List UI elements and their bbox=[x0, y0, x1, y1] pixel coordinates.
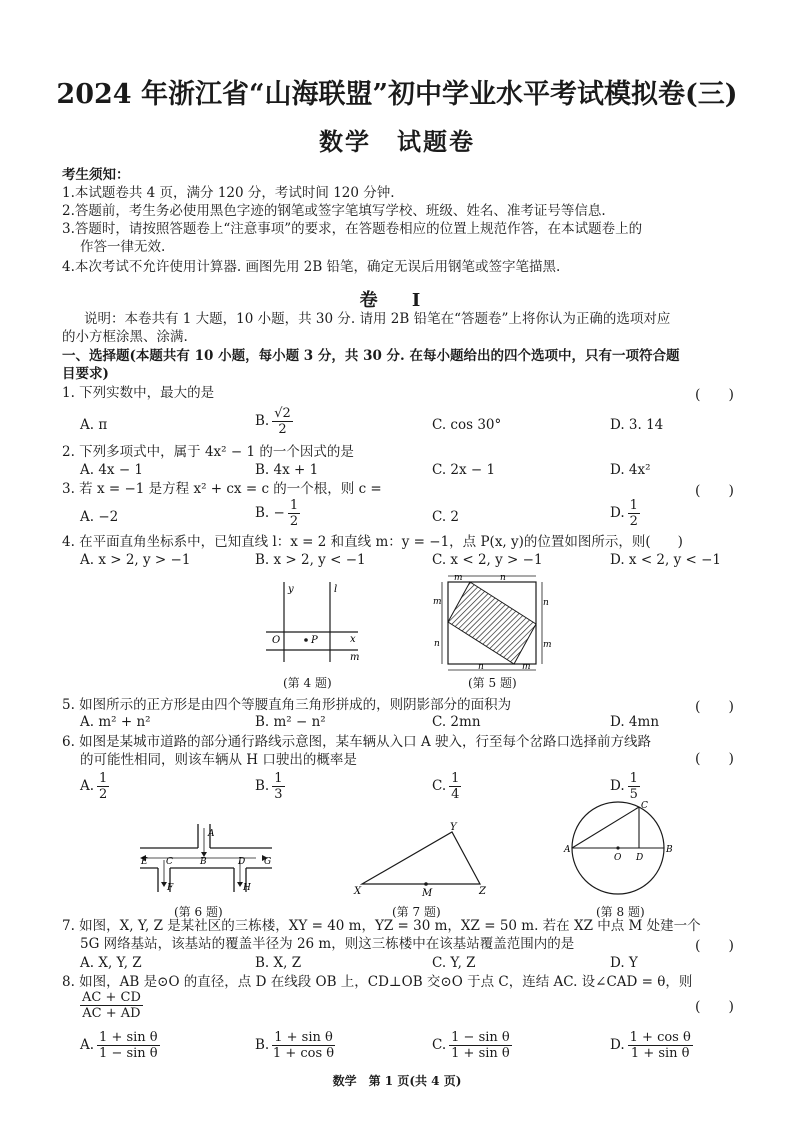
point-m bbox=[424, 882, 428, 886]
figure-4-caption: (第 4 题) bbox=[283, 676, 332, 690]
figure-7 bbox=[352, 820, 497, 900]
label-b: B bbox=[666, 845, 673, 855]
q7-option-b: B. X, Z bbox=[255, 955, 302, 971]
figure-4 bbox=[258, 578, 368, 668]
exam-subtitle: 数学 试题卷 bbox=[319, 127, 475, 156]
q7-stem: 5G 网络基站，该基站的覆盖半径为 26 m，则这三栋楼中在该基站覆盖范围内的是 bbox=[80, 936, 575, 952]
q3-stem: 3. 若 x = −1 是方程 x² + cx = c 的一个根，则 c = bbox=[62, 481, 382, 497]
label-h: H bbox=[243, 883, 251, 893]
q2-option-c: C. 2x − 1 bbox=[432, 462, 496, 478]
q2-option-a: A. 4x − 1 bbox=[80, 462, 144, 478]
q5-option-c: C. 2mn bbox=[432, 714, 481, 730]
q6-option-a: A. $\frac{1}{2}$ bbox=[80, 771, 108, 802]
label-f: F bbox=[167, 883, 174, 893]
label-m: m bbox=[543, 640, 552, 650]
section-heading: 卷 Ⅰ bbox=[359, 290, 435, 311]
figure-5-caption: (第 5 题) bbox=[468, 676, 517, 690]
label-d: D bbox=[238, 857, 246, 867]
label-z: Z bbox=[479, 886, 486, 897]
part-heading: 目要求) bbox=[62, 366, 109, 382]
q6-stem: 的可能性相同，则该车辆从 H 口驶出的概率是 bbox=[80, 752, 357, 768]
label-b: B bbox=[200, 857, 207, 867]
notice-item: 4.本次考试不允许使用计算器. 画图先用 2B 铅笔，确定无误后用钢笔或签字笔描黑. bbox=[62, 259, 561, 275]
label-a: A bbox=[208, 829, 215, 839]
q6-stem: 6. 如图是某城市道路的部分通行路线示意图，某车辆从入口 A 驶入，行至每个岔路口选择前方线路 bbox=[62, 734, 652, 750]
q2-stem: 2. 下列多项式中，属于 4x² − 1 的一个因式的是 bbox=[62, 444, 354, 460]
label-d: D bbox=[636, 853, 644, 863]
notice-item: 1.本试题卷共 4 页，满分 120 分，考试时间 120 分钟. bbox=[62, 185, 395, 201]
point-p bbox=[304, 638, 308, 642]
figure-8-caption: (第 8 题) bbox=[596, 905, 645, 919]
q3-option-c: C. 2 bbox=[432, 509, 460, 525]
answer-bracket: ( ) bbox=[695, 699, 734, 715]
label-c: C bbox=[166, 857, 173, 867]
label-m: M bbox=[422, 888, 433, 899]
q4-option-a: A. x > 2, y > −1 bbox=[80, 552, 191, 568]
q3-option-a: A. −2 bbox=[80, 509, 119, 525]
q8-option-a: A. $\frac{\text{1 + sin θ}}{\text{1 − sin θ}}$ bbox=[80, 1030, 158, 1061]
figure-5 bbox=[430, 572, 550, 672]
label-l: l bbox=[334, 584, 338, 595]
q4-option-d: D. x < 2, y < −1 bbox=[610, 552, 722, 568]
label-n: n bbox=[478, 662, 484, 672]
label-m: m bbox=[433, 597, 442, 607]
q1-option-a: A. π bbox=[80, 417, 108, 433]
q1-option-b: B. $\frac{√2}{2}$ bbox=[255, 406, 291, 437]
q6-option-c: C. $\frac{1}{4}$ bbox=[432, 771, 460, 802]
q1-stem: 1. 下列实数中，最大的是 bbox=[62, 385, 215, 401]
q8-option-b: B. $\frac{\text{1 + sin θ}}{\text{1 + cos θ}}$ bbox=[255, 1030, 335, 1061]
q5-option-d: D. 4mn bbox=[610, 714, 660, 730]
answer-bracket: ( ) bbox=[695, 938, 734, 954]
note-line: 的小方框涂黑、涂满. bbox=[62, 329, 188, 345]
page-footer: 数学 第 1 页(共 4 页) bbox=[332, 1074, 462, 1088]
label-m: m bbox=[350, 652, 360, 663]
answer-bracket: ( ) bbox=[695, 483, 734, 499]
label-x: X bbox=[354, 886, 362, 897]
label-n: n bbox=[543, 598, 549, 608]
q5-stem: 5. 如图所示的正方形是由四个等腰直角三角形拼成的，则阴影部分的面积为 bbox=[62, 697, 512, 713]
q5-option-a: A. m² + n² bbox=[80, 714, 151, 730]
label-n: n bbox=[434, 639, 440, 649]
q8-stem: 8. 如图，AB 是⊙O 的直径，点 D 在线段 OB 上，CD⊥OB 交⊙O 于点 C，连结 AC. 设∠CAD = θ，则 bbox=[62, 974, 693, 990]
q4-option-b: B. x > 2, y < −1 bbox=[255, 552, 366, 568]
q5-option-b: B. m² − n² bbox=[255, 714, 326, 730]
q4-stem: 4. 在平面直角坐标系中，已知直线 l：x = 2 和直线 m：y = −1，点 P(x, y)的位置如图所示，则( ) bbox=[62, 534, 683, 550]
figure-7-caption: (第 7 题) bbox=[392, 905, 441, 919]
q8-option-c: C. $\frac{\text{1 − sin θ}}{\text{1 + sin θ}}$ bbox=[432, 1030, 510, 1061]
q6-option-d: D. $\frac{1}{5}$ bbox=[610, 771, 638, 802]
exam-title: 2024 年浙江省“山海联盟”初中学业水平考试模拟卷(三) bbox=[56, 79, 738, 110]
q7-option-c: C. Y, Z bbox=[432, 955, 476, 971]
q8-expression: $\frac{AC + CD}{AC + AD}$ bbox=[82, 990, 141, 1021]
q4-option-c: C. x < 2, y > −1 bbox=[432, 552, 543, 568]
triangle-xyz bbox=[362, 832, 480, 884]
q3-option-d: D. $\frac{1}{2}$ bbox=[610, 498, 638, 529]
q6-option-b: B. $\frac{1}{3}$ bbox=[255, 771, 283, 802]
answer-bracket: ( ) bbox=[695, 999, 734, 1015]
q2-option-d: D. 4x² bbox=[610, 462, 651, 478]
label-y: y bbox=[288, 584, 294, 595]
q2-option-b: B. 4x + 1 bbox=[255, 462, 319, 478]
part-heading: 一、选择题(本题共有 10 小题，每小题 3 分，共 30 分. 在每小题给出的四个选项中，只有一项符合题 bbox=[62, 348, 680, 364]
q1-option-d: D. 3. 14 bbox=[610, 417, 664, 433]
label-x: x bbox=[350, 634, 356, 645]
label-e: E bbox=[141, 857, 148, 867]
label-o: O bbox=[272, 635, 281, 646]
q8-option-d: D. $\frac{\text{1 + cos θ}}{\text{1 + sin θ}}$ bbox=[610, 1030, 691, 1061]
answer-bracket: ( ) bbox=[695, 751, 734, 767]
notice-item: 3.答题时，请按照答题卷上“注意事项”的要求，在答题卷相应的位置上规范作答，在本试题卷上的 bbox=[62, 221, 643, 237]
note-line: 说明：本卷共有 1 大题，10 小题，共 30 分. 请用 2B 铅笔在“答题卷”上将你认为正确的选项对应 bbox=[84, 311, 671, 327]
label-m: m bbox=[454, 573, 463, 583]
q7-option-a: A. X, Y, Z bbox=[80, 955, 142, 971]
figure-6-caption: (第 6 题) bbox=[174, 905, 223, 919]
label-a: A bbox=[564, 845, 571, 855]
label-m: m bbox=[522, 662, 531, 672]
label-o: O bbox=[614, 853, 622, 863]
q1-option-c: C. cos 30° bbox=[432, 417, 502, 433]
notice-item: 2.答题前，考生务必使用黑色字迹的钢笔或签字笔填写学校、班级、姓名、准考证号等信息. bbox=[62, 203, 606, 219]
q7-option-d: D. Y bbox=[610, 955, 638, 971]
label-n: n bbox=[500, 573, 506, 583]
answer-bracket: ( ) bbox=[695, 387, 734, 403]
label-g: G bbox=[264, 857, 272, 867]
q7-stem: 7. 如图，X, Y, Z 是某社区的三栋楼，XY = 40 m，YZ = 30 m，XZ = 50 m. 若在 XZ 中点 M 处建一个 bbox=[62, 918, 701, 934]
figure-6 bbox=[136, 820, 276, 900]
figure-8 bbox=[560, 796, 690, 900]
q3-option-b: B. − $\frac{1}{2}$ bbox=[255, 498, 299, 529]
label-p: P bbox=[311, 635, 318, 646]
notice-heading: 考生须知： bbox=[62, 167, 130, 183]
label-y: Y bbox=[450, 822, 457, 833]
shaded-region bbox=[448, 582, 536, 664]
notice-item: 作答一律无效. bbox=[80, 239, 166, 255]
label-c: C bbox=[641, 801, 648, 811]
